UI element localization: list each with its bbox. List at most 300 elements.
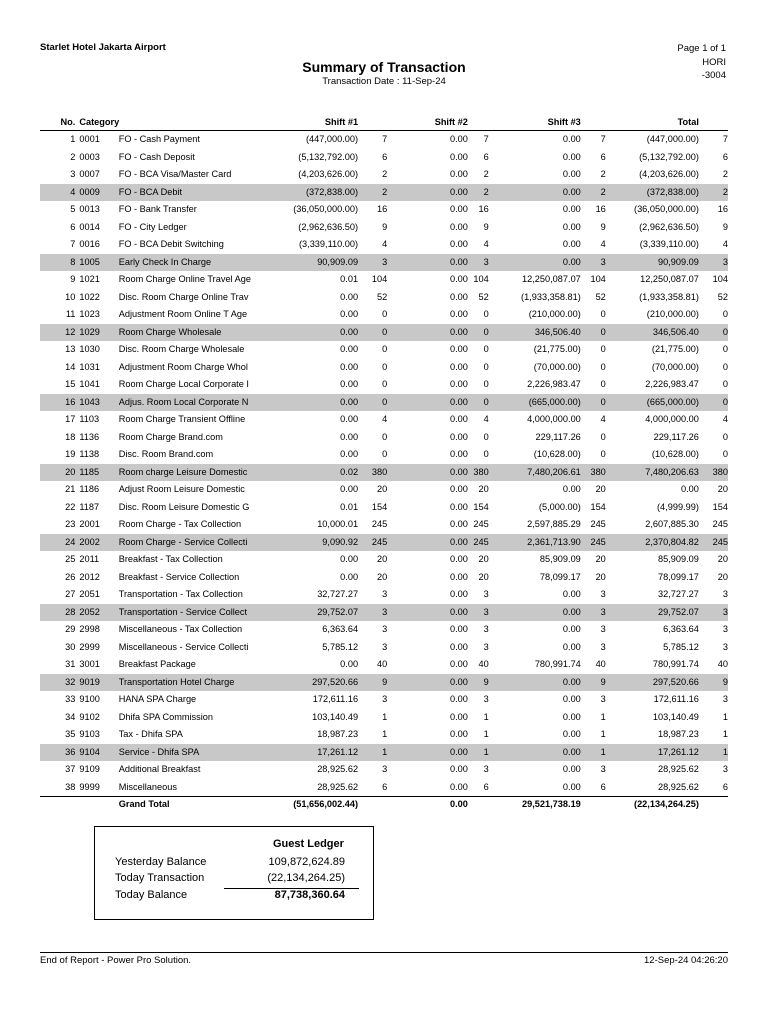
shift3-count: 0 bbox=[600, 361, 606, 372]
row-number: 11 bbox=[65, 309, 76, 319]
table-row bbox=[40, 149, 728, 167]
shift3-amount: 12,250,087.07 bbox=[522, 274, 581, 284]
shift3-amount: 346,506.40 bbox=[493, 324, 581, 342]
grand-total-shift3: 29,521,738.19 bbox=[493, 797, 581, 813]
page-info bbox=[677, 42, 726, 83]
total-count: 40 bbox=[717, 659, 728, 669]
shift2-amount: 0.00 bbox=[449, 659, 468, 669]
shift1-count: 0 bbox=[382, 344, 388, 354]
shift1-count: 3 bbox=[382, 589, 388, 599]
total-count: 20 bbox=[717, 484, 728, 494]
category-code: 9100 bbox=[79, 694, 100, 704]
shift1-count: 20 bbox=[376, 571, 388, 582]
row-number: 4 bbox=[40, 184, 79, 202]
shift1-count: 3 bbox=[382, 764, 388, 774]
shift3-count: 6 bbox=[600, 151, 606, 162]
table-row bbox=[40, 586, 728, 604]
shift3-count: 380 bbox=[581, 464, 610, 482]
total-amount: (3,339,110.00) bbox=[639, 239, 699, 249]
total-amount: 780,991.74 bbox=[652, 659, 699, 669]
shift3-count: 9 bbox=[600, 221, 606, 232]
shift3-amount: 0.00 bbox=[562, 641, 581, 652]
row-number: 10 bbox=[65, 291, 76, 302]
category-name: FO - BCA Visa/Master Card bbox=[118, 169, 232, 179]
shift2-amount: 0.00 bbox=[449, 641, 468, 652]
shift2-count: 3 bbox=[483, 624, 489, 634]
category-name: Room Charge Wholesale bbox=[119, 324, 283, 342]
shift2-count: 20 bbox=[478, 571, 489, 582]
row-number: 2 bbox=[70, 151, 76, 162]
shift1-count: 2 bbox=[358, 184, 391, 202]
today-balance-value: 87,738,360.64 bbox=[274, 889, 345, 901]
row-number: 14 bbox=[65, 361, 76, 372]
footer-divider bbox=[40, 952, 728, 953]
category-name: Transportation - Service Collect bbox=[119, 604, 283, 622]
table-row bbox=[40, 534, 728, 552]
shift1-count: 0 bbox=[382, 379, 388, 389]
category-name: Room Charge - Service Collecti bbox=[119, 534, 283, 552]
shift1-count: 0 bbox=[382, 431, 388, 442]
shift1-amount: 0.00 bbox=[282, 324, 358, 342]
total-amount: 28,925.62 bbox=[658, 764, 699, 774]
shift1-amount: (2,962,636.50) bbox=[298, 221, 359, 232]
shift2-amount: 0.00 bbox=[449, 169, 468, 179]
shift2-amount: 0.00 bbox=[391, 254, 468, 272]
total-count: 52 bbox=[717, 291, 728, 302]
shift3-count: 1 bbox=[581, 744, 610, 762]
category-code: 2012 bbox=[79, 571, 100, 582]
table-row bbox=[40, 481, 728, 499]
shift1-amount: 9,090.92 bbox=[282, 534, 358, 552]
row-number: 33 bbox=[65, 694, 76, 704]
shift3-count: 2 bbox=[600, 169, 606, 179]
category-name: Dhifa SPA Commission bbox=[118, 711, 214, 722]
total-count: 245 bbox=[712, 519, 728, 529]
table-row bbox=[40, 516, 728, 534]
shift2-count: 0 bbox=[468, 324, 493, 342]
shift2-count: 9 bbox=[483, 221, 489, 232]
grand-total-row bbox=[40, 797, 728, 813]
table-row bbox=[40, 359, 728, 377]
table-row bbox=[40, 429, 728, 447]
category-name: FO - Bank Transfer bbox=[118, 204, 197, 214]
shift3-amount: 7,480,206.61 bbox=[493, 464, 581, 482]
total-count: 6 bbox=[722, 781, 728, 792]
shift2-count: 2 bbox=[483, 169, 489, 179]
category-code: 2002 bbox=[79, 534, 118, 552]
table-row bbox=[40, 674, 728, 692]
user-name: HORI bbox=[702, 56, 726, 68]
table-row bbox=[40, 761, 728, 779]
shift2-count: 0 bbox=[483, 379, 489, 389]
shift3-count: 6 bbox=[600, 781, 606, 792]
shift1-count: 9 bbox=[382, 221, 388, 232]
shift2-amount: 0.00 bbox=[391, 744, 468, 762]
table-row bbox=[40, 639, 728, 657]
shift1-amount: 0.01 bbox=[340, 501, 359, 512]
shift3-count: 20 bbox=[595, 484, 606, 494]
category-name: Adjustment Room Online T Age bbox=[118, 309, 248, 319]
shift2-count: 1 bbox=[483, 711, 489, 722]
shift1-amount: 32,727.27 bbox=[317, 589, 359, 599]
yesterday-balance-label: Yesterday Balance bbox=[115, 856, 207, 868]
total-amount: 2,370,804.82 bbox=[610, 534, 699, 552]
shift1-count: 380 bbox=[358, 464, 391, 482]
row-number: 35 bbox=[65, 729, 76, 739]
shift1-amount: 5,785.12 bbox=[322, 641, 359, 652]
row-number: 7 bbox=[70, 239, 76, 249]
shift3-amount: (10,628.00) bbox=[533, 449, 581, 459]
category-name: HANA SPA Charge bbox=[118, 694, 197, 704]
table-row bbox=[40, 184, 728, 202]
category-name: Miscellaneous - Tax Collection bbox=[118, 624, 243, 634]
shift2-count: 245 bbox=[473, 519, 489, 529]
shift3-count: 245 bbox=[590, 519, 606, 529]
col-category-header: Category bbox=[79, 114, 282, 131]
total-count: 9 bbox=[722, 221, 728, 232]
shift2-count: 0 bbox=[468, 394, 493, 412]
table-row bbox=[40, 726, 728, 744]
shift2-count: 3 bbox=[468, 604, 493, 622]
shift3-amount: (1,933,358.81) bbox=[521, 291, 581, 302]
shift3-count: 4 bbox=[600, 414, 606, 424]
category-code: 1185 bbox=[79, 464, 118, 482]
shift2-count: 52 bbox=[478, 291, 489, 302]
total-amount: (36,050,000.00) bbox=[634, 204, 699, 214]
category-code: 2052 bbox=[79, 604, 118, 622]
row-number: 19 bbox=[65, 449, 76, 459]
shift1-amount: (4,203,626.00) bbox=[298, 169, 359, 179]
shift3-amount: (21,775.00) bbox=[533, 344, 581, 354]
shift3-amount: 0.00 bbox=[493, 674, 581, 692]
shift1-amount: 18,987.23 bbox=[317, 729, 359, 739]
shift2-amount: 0.00 bbox=[449, 519, 468, 529]
shift3-amount: 0.00 bbox=[562, 589, 581, 599]
row-number: 15 bbox=[65, 379, 76, 389]
category-name: Room Charge - Tax Collection bbox=[118, 519, 242, 529]
row-number: 24 bbox=[40, 534, 79, 552]
shift3-amount: 2,226,983.47 bbox=[527, 379, 581, 389]
shift3-amount: 0.00 bbox=[493, 131, 581, 149]
category-code: 2051 bbox=[79, 589, 100, 599]
category-code: 1030 bbox=[79, 344, 100, 354]
row-number: 20 bbox=[40, 464, 79, 482]
category-code: 2001 bbox=[79, 519, 100, 529]
shift3-count: 4 bbox=[600, 239, 606, 249]
shift3-amount: 0.00 bbox=[562, 711, 581, 722]
shift1-count: 4 bbox=[382, 239, 388, 249]
grand-total-shift1: (51,656,002.44) bbox=[282, 797, 358, 813]
table-row bbox=[40, 499, 728, 517]
category-name: Miscellaneous - Service Collecti bbox=[118, 641, 249, 652]
shift3-count: 20 bbox=[595, 554, 606, 564]
category-name: Room Charge Local Corporate I bbox=[118, 379, 249, 389]
shift2-count: 1 bbox=[483, 729, 489, 739]
shift3-count: 3 bbox=[581, 604, 610, 622]
shift1-amount: (372,838.00) bbox=[282, 184, 358, 202]
total-amount: 0.00 bbox=[681, 484, 699, 494]
today-transaction-label: Today Transaction bbox=[115, 872, 205, 884]
shift1-amount: 0.00 bbox=[340, 449, 359, 459]
shift3-amount: (210,000.00) bbox=[528, 309, 581, 319]
total-amount: (10,628.00) bbox=[651, 449, 699, 459]
category-name: Adjus. Room Local Corporate N bbox=[119, 394, 283, 412]
total-amount: 229,117.26 bbox=[653, 431, 699, 442]
shift2-amount: 0.00 bbox=[449, 729, 468, 739]
guest-ledger-box bbox=[94, 826, 374, 920]
shift3-amount: 0.00 bbox=[493, 604, 581, 622]
category-code: 2011 bbox=[79, 554, 100, 564]
row-number: 6 bbox=[70, 221, 76, 232]
shift2-amount: 0.00 bbox=[449, 484, 468, 494]
shift2-amount: 0.00 bbox=[449, 694, 468, 704]
shift2-count: 40 bbox=[478, 659, 489, 669]
row-number: 18 bbox=[65, 431, 76, 442]
row-number: 37 bbox=[65, 764, 76, 774]
table-row bbox=[40, 289, 728, 307]
total-count: 2 bbox=[699, 184, 728, 202]
shift1-amount: 103,140.49 bbox=[312, 711, 359, 722]
shift1-amount: (36,050,000.00) bbox=[293, 204, 359, 214]
shift2-amount: 0.00 bbox=[449, 291, 468, 302]
shift1-amount: 28,925.62 bbox=[317, 764, 359, 774]
shift2-amount: 0.00 bbox=[449, 414, 468, 424]
shift3-amount: 0.00 bbox=[562, 204, 581, 214]
shift1-amount: 0.02 bbox=[282, 464, 358, 482]
total-count: 3 bbox=[722, 641, 728, 652]
shift3-amount: 4,000,000.00 bbox=[527, 414, 581, 424]
shift2-count: 7 bbox=[468, 131, 493, 149]
shift2-amount: 0.00 bbox=[449, 274, 468, 284]
shift3-amount: (665,000.00) bbox=[493, 394, 581, 412]
shift3-count: 245 bbox=[581, 534, 610, 552]
shift2-amount: 0.00 bbox=[391, 131, 468, 149]
total-count: 1 bbox=[699, 744, 728, 762]
shift1-amount: 6,363.64 bbox=[322, 624, 359, 634]
shift1-amount: 0.00 bbox=[340, 571, 359, 582]
category-code: 9103 bbox=[79, 729, 100, 739]
shift2-amount: 0.00 bbox=[449, 221, 468, 232]
today-transaction-row bbox=[115, 872, 345, 888]
table-row bbox=[40, 341, 728, 359]
category-name: Tax - Dhifa SPA bbox=[118, 729, 183, 739]
shift1-count: 154 bbox=[371, 501, 388, 512]
shift1-amount: 0.00 bbox=[340, 659, 359, 669]
total-amount: 172,611.16 bbox=[653, 694, 699, 704]
row-number: 12 bbox=[40, 324, 79, 342]
total-count: 9 bbox=[699, 674, 728, 692]
shift3-amount: 780,991.74 bbox=[534, 659, 581, 669]
total-count: 3 bbox=[699, 604, 728, 622]
footer-timestamp: 12-Sep-24 04:26:20 bbox=[644, 955, 728, 966]
shift3-amount: 0.00 bbox=[562, 694, 581, 704]
shift3-count: 3 bbox=[600, 641, 606, 652]
category-name: Room Charge Online Travel Age bbox=[118, 274, 251, 284]
shift1-count: 1 bbox=[358, 744, 391, 762]
shift2-count: 4 bbox=[483, 414, 489, 424]
shift1-amount: 0.00 bbox=[340, 431, 359, 442]
grand-total-shift2: 0.00 bbox=[391, 797, 468, 813]
shift1-amount: (3,339,110.00) bbox=[298, 239, 359, 249]
shift2-amount: 0.00 bbox=[449, 361, 468, 372]
shift2-count: 20 bbox=[478, 554, 489, 564]
category-code: 9999 bbox=[79, 781, 100, 792]
shift3-count: 9 bbox=[581, 674, 610, 692]
total-count: 1 bbox=[722, 711, 728, 722]
shift3-amount: 85,909.09 bbox=[539, 554, 581, 564]
shift1-amount: (447,000.00) bbox=[282, 131, 358, 149]
total-count: 3 bbox=[722, 694, 728, 704]
total-count: 4 bbox=[722, 414, 728, 424]
today-balance-row bbox=[115, 889, 345, 905]
shift2-count: 3 bbox=[483, 764, 489, 774]
category-code: 1031 bbox=[79, 361, 100, 372]
total-amount: (665,000.00) bbox=[610, 394, 699, 412]
total-amount: (5,132,792.00) bbox=[639, 151, 699, 162]
category-code: 9109 bbox=[79, 764, 100, 774]
shift3-count: 0 bbox=[600, 379, 606, 389]
category-name: FO - Cash Deposit bbox=[118, 151, 195, 162]
category-name: Transportation Hotel Charge bbox=[119, 674, 283, 692]
total-count: 0 bbox=[722, 309, 728, 319]
shift2-amount: 0.00 bbox=[449, 151, 468, 162]
table-header-row bbox=[40, 114, 728, 131]
category-code: 0009 bbox=[79, 184, 118, 202]
shift3-count: 1 bbox=[600, 711, 606, 722]
shift1-count: 3 bbox=[382, 641, 388, 652]
category-code: 1029 bbox=[79, 324, 118, 342]
total-count: 3 bbox=[722, 624, 728, 634]
shift2-count: 6 bbox=[483, 151, 489, 162]
table-row bbox=[40, 569, 728, 587]
shift2-amount: 0.00 bbox=[449, 624, 468, 634]
table-row bbox=[40, 464, 728, 482]
total-count: 16 bbox=[717, 204, 728, 214]
shift2-amount: 0.00 bbox=[449, 449, 468, 459]
category-code: 0007 bbox=[79, 169, 100, 179]
total-count: 0 bbox=[699, 394, 728, 412]
row-number: 3 bbox=[70, 169, 76, 179]
shift2-amount: 0.00 bbox=[449, 711, 468, 722]
category-code: 1186 bbox=[79, 484, 100, 494]
shift3-count: 0 bbox=[600, 449, 606, 459]
row-number: 26 bbox=[65, 571, 76, 582]
shift3-count: 3 bbox=[600, 624, 606, 634]
row-number: 5 bbox=[70, 204, 76, 214]
shift1-count: 245 bbox=[358, 534, 391, 552]
total-count: 245 bbox=[699, 534, 728, 552]
shift2-amount: 0.00 bbox=[391, 534, 468, 552]
total-amount: 32,727.27 bbox=[658, 589, 699, 599]
col-shift2-header: Shift #2 bbox=[391, 114, 468, 131]
category-name: FO - Cash Payment bbox=[119, 131, 283, 149]
total-count: 4 bbox=[722, 239, 728, 249]
shift2-amount: 0.00 bbox=[449, 554, 468, 564]
col-shift3-header: Shift #3 bbox=[493, 114, 581, 131]
shift1-count: 2 bbox=[382, 169, 388, 179]
category-code: 1103 bbox=[79, 414, 100, 424]
row-number: 16 bbox=[40, 394, 79, 412]
shift3-count: 154 bbox=[590, 501, 606, 512]
row-number: 9 bbox=[70, 274, 76, 284]
category-code: 3001 bbox=[79, 659, 100, 669]
table-row bbox=[40, 779, 728, 797]
row-number: 30 bbox=[65, 641, 76, 652]
table-row bbox=[40, 236, 728, 254]
total-amount: 12,250,087.07 bbox=[640, 274, 699, 284]
category-code: 1136 bbox=[79, 431, 100, 442]
total-count: 7 bbox=[699, 131, 728, 149]
total-amount: (372,838.00) bbox=[610, 184, 699, 202]
total-amount: (447,000.00) bbox=[610, 131, 699, 149]
shift1-amount: 172,611.16 bbox=[312, 694, 359, 704]
table-row bbox=[40, 446, 728, 464]
total-amount: (4,203,626.00) bbox=[639, 169, 699, 179]
category-code: 1187 bbox=[79, 501, 100, 512]
shift2-amount: 0.00 bbox=[449, 764, 468, 774]
row-number: 23 bbox=[65, 519, 76, 529]
category-code: 0003 bbox=[79, 151, 100, 162]
shift3-amount: (70,000.00) bbox=[533, 361, 581, 372]
category-code: 1005 bbox=[79, 254, 118, 272]
shift2-count: 154 bbox=[473, 501, 489, 512]
shift1-amount: 0.00 bbox=[340, 414, 359, 424]
shift3-count: 2 bbox=[581, 184, 610, 202]
category-name: FO - BCA Debit Switching bbox=[118, 239, 224, 249]
shift1-count: 0 bbox=[382, 309, 388, 319]
shift1-amount: 297,520.66 bbox=[282, 674, 358, 692]
page-number: Page 1 of 1 bbox=[677, 43, 726, 54]
row-number: 13 bbox=[65, 344, 76, 354]
shift1-amount: 0.01 bbox=[340, 274, 359, 284]
category-code: 0014 bbox=[79, 221, 100, 232]
row-number: 8 bbox=[40, 254, 79, 272]
table-row bbox=[40, 744, 728, 762]
shift3-count: 16 bbox=[595, 204, 606, 214]
total-count: 0 bbox=[722, 361, 728, 372]
category-name: Service - Dhifa SPA bbox=[119, 744, 283, 762]
shift3-count: 3 bbox=[600, 589, 606, 599]
shift2-amount: 0.00 bbox=[391, 464, 468, 482]
row-number: 34 bbox=[65, 711, 76, 722]
shift3-count: 104 bbox=[590, 274, 606, 284]
row-number: 25 bbox=[65, 554, 76, 564]
shift2-count: 0 bbox=[483, 344, 489, 354]
shift1-count: 3 bbox=[382, 694, 388, 704]
category-name: Breakfast Package bbox=[118, 659, 196, 669]
shift1-amount: 29,752.07 bbox=[282, 604, 358, 622]
shift1-amount: 0.00 bbox=[340, 484, 359, 494]
shift2-amount: 0.00 bbox=[391, 184, 468, 202]
shift3-amount: 0.00 bbox=[562, 221, 581, 232]
shift1-count: 1 bbox=[382, 729, 388, 739]
shift2-amount: 0.00 bbox=[449, 571, 468, 582]
shift2-amount: 0.00 bbox=[449, 379, 468, 389]
shift2-count: 245 bbox=[468, 534, 493, 552]
category-code: 0001 bbox=[79, 131, 118, 149]
category-name: Early Check In Charge bbox=[119, 254, 283, 272]
shift3-amount: 0.00 bbox=[562, 781, 581, 792]
shift2-amount: 0.00 bbox=[449, 781, 468, 792]
table-row bbox=[40, 604, 728, 622]
total-count: 380 bbox=[699, 464, 728, 482]
category-code: 9019 bbox=[79, 674, 118, 692]
shift2-count: 6 bbox=[483, 781, 489, 792]
shift3-amount: 2,597,885.29 bbox=[527, 519, 581, 529]
shift3-amount: 0.00 bbox=[562, 169, 581, 179]
grand-total-total: (22,134,264.25) bbox=[610, 797, 699, 813]
total-amount: 2,226,983.47 bbox=[645, 379, 699, 389]
